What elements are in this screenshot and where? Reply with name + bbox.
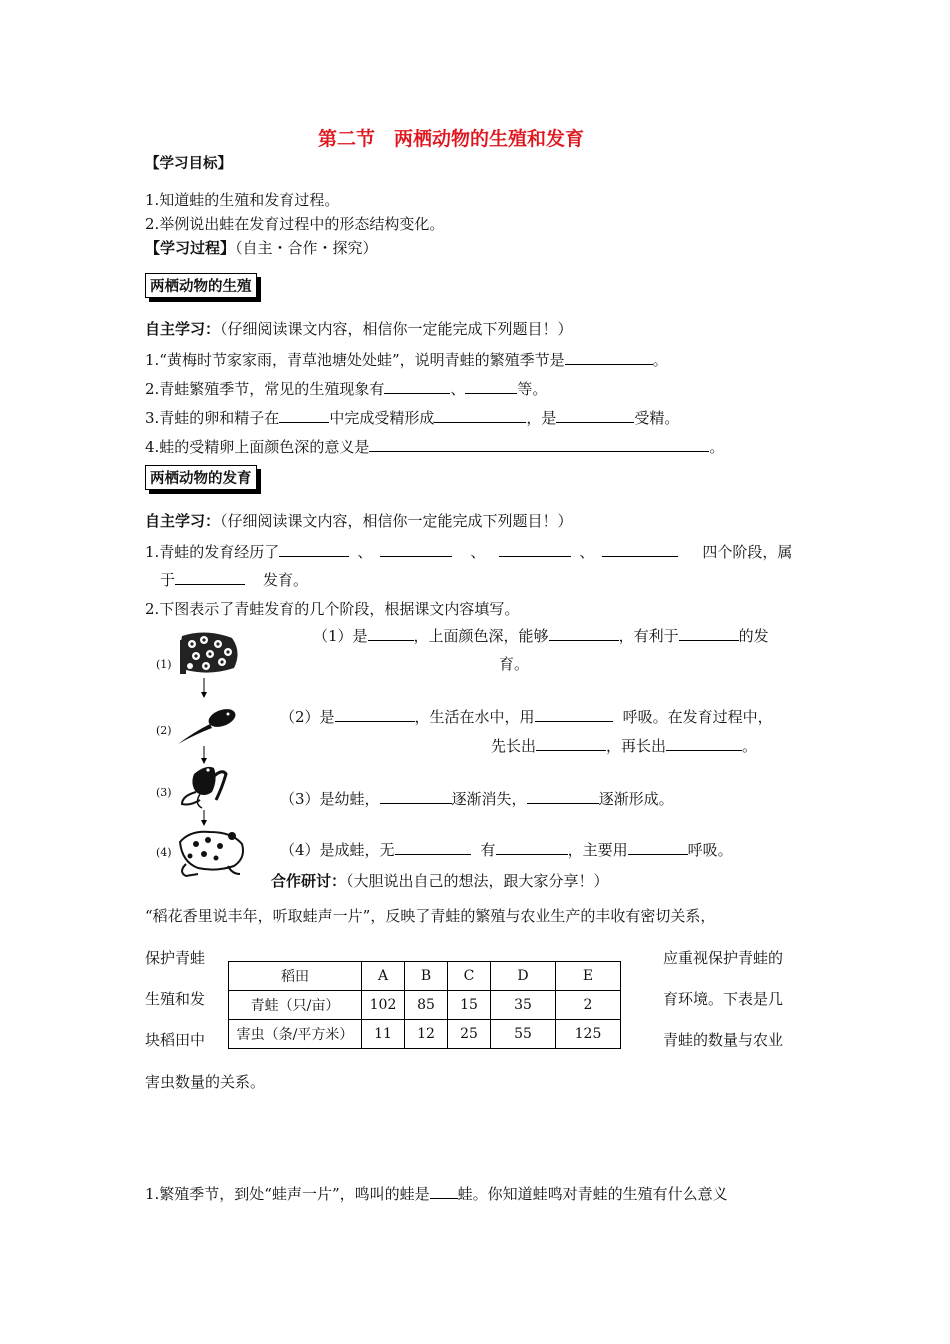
self-study-text: （仔细阅读课文内容，相信你一定能完成下列题目！） <box>220 320 573 338</box>
table-cell: 15 <box>448 991 491 1020</box>
question-text: （2）是 <box>280 708 335 726</box>
answer-blank[interactable] <box>602 541 678 557</box>
stage-label: (4) <box>156 846 172 859</box>
question-text: 呼吸。 <box>687 841 733 859</box>
table-row <box>229 991 621 1020</box>
answer-blank[interactable] <box>556 407 634 423</box>
answer-blank[interactable] <box>434 407 526 423</box>
question-text: 的发 <box>738 627 769 645</box>
froglet-icon <box>182 767 226 808</box>
question-2 <box>145 378 547 399</box>
answer-blank[interactable] <box>666 735 742 751</box>
stage-label: (2) <box>156 724 172 737</box>
self-study-line <box>145 318 573 339</box>
frog-lifecycle-figure <box>176 628 246 878</box>
table-header-row <box>229 962 621 991</box>
answer-blank[interactable] <box>175 569 245 585</box>
self-study-label: 自主学习： <box>145 320 221 338</box>
question-text: （1）是 <box>313 627 368 645</box>
answer-blank[interactable] <box>549 625 619 641</box>
question-text: 中完成受精形成 <box>329 409 435 427</box>
answer-blank[interactable] <box>499 541 571 557</box>
table-cell: 35 <box>491 991 556 1020</box>
question-text: ，是 <box>526 409 557 427</box>
stage-label: (1) <box>156 658 172 671</box>
table-header-cell: C <box>448 962 491 991</box>
arrow-down-icon <box>201 678 207 698</box>
self-study-text: （仔细阅读课文内容，相信你一定能完成下列题目！） <box>220 512 573 530</box>
answer-blank[interactable] <box>430 1183 458 1199</box>
question-text: 2.青蛙繁殖季节，常见的生殖现象有 <box>145 380 385 398</box>
answer-blank[interactable] <box>279 407 329 423</box>
question-text: 四个阶段，属 <box>702 543 793 561</box>
table-cell: 12 <box>405 1020 448 1049</box>
separator: 、 <box>357 543 373 561</box>
dev-question-1-cont <box>160 569 308 590</box>
question-text: 受精。 <box>634 409 680 427</box>
process-heading-line <box>145 237 378 258</box>
table-cell: 125 <box>556 1020 621 1049</box>
table-cell: 25 <box>448 1020 491 1049</box>
answer-blank[interactable] <box>380 788 452 804</box>
objective-item: 1.知道蛙的生殖和发育过程。 <box>145 191 340 209</box>
coop-tail: 害虫数量的关系。 <box>145 1073 266 1091</box>
table-cell: 害虫（条/平方米） <box>229 1020 362 1049</box>
table-cell: 102 <box>362 991 405 1020</box>
answer-blank[interactable] <box>395 839 471 855</box>
objective-item: 2.举例说出蛙在发育过程中的形态结构变化。 <box>145 215 445 233</box>
question-text: （3）是幼蛙， <box>280 790 380 808</box>
stage-3-text <box>280 788 674 809</box>
answer-blank[interactable] <box>496 839 568 855</box>
objectives-heading: 【学习目标】 <box>145 156 232 172</box>
self-study-line <box>145 510 573 531</box>
separator: 、 <box>579 543 595 561</box>
answer-blank[interactable] <box>536 735 606 751</box>
stage-4-text <box>280 839 733 860</box>
question-text: 蛙。你知道蛙鸣对青蛙的生殖有什么意义 <box>457 1185 728 1203</box>
question-1 <box>145 349 668 370</box>
table-header-cell: E <box>556 962 621 991</box>
coop-text: （大胆说出自己的想法，跟大家分享！） <box>346 872 609 890</box>
table-header-cell: D <box>491 962 556 991</box>
question-4 <box>145 436 724 457</box>
question-text: ，生活在水中，用 <box>414 708 535 726</box>
question-text: 3.青蛙的卵和精子在 <box>145 409 280 427</box>
process-heading: 【学习过程】 <box>145 239 236 257</box>
answer-blank[interactable] <box>368 625 414 641</box>
answer-blank[interactable] <box>527 788 599 804</box>
coop-line <box>271 870 609 891</box>
question-text: 。 <box>742 737 758 755</box>
question-text: 有 <box>480 841 496 859</box>
table-cell: 2 <box>556 991 621 1020</box>
question-text: 逐渐消失， <box>451 790 527 808</box>
table-cell: 11 <box>362 1020 405 1049</box>
section-heading-development: 两栖动物的发育 <box>145 465 257 490</box>
coop-right-text: 育环境。下表是几 <box>663 990 784 1008</box>
question-text: 1.青蛙的发育经历了 <box>145 543 280 561</box>
question-text: ，主要用 <box>567 841 628 859</box>
table-cell: 55 <box>491 1020 556 1049</box>
question-3 <box>145 407 679 428</box>
table-cell: 85 <box>405 991 448 1020</box>
arrow-down-icon <box>201 810 207 826</box>
answer-blank[interactable] <box>384 378 450 394</box>
answer-blank[interactable] <box>335 706 415 722</box>
section-heading-reproduction: 两栖动物的生殖 <box>145 273 257 298</box>
answer-blank[interactable] <box>279 541 349 557</box>
table-header-cell: B <box>405 962 448 991</box>
answer-blank[interactable] <box>535 706 613 722</box>
egg-mass-icon <box>180 632 238 674</box>
dev-question-2: 2.下图表示了青蛙发育的几个阶段，根据课文内容填写。 <box>145 600 520 618</box>
question-text: （4）是成蛙，无 <box>280 841 395 859</box>
coop-right-text: 青蛙的数量与农业 <box>663 1031 784 1049</box>
question-text: 。 <box>652 351 668 369</box>
coop-left-text: 保护青蛙 <box>145 949 206 967</box>
coop-left-text: 生殖和发 <box>145 990 206 1008</box>
question-text: 于 <box>160 571 176 589</box>
dev-question-1 <box>145 541 792 562</box>
adult-frog-icon <box>180 832 243 876</box>
question-text: 1.“黄梅时节家家雨，青草池塘处处蛙”，说明青蛙的繁殖季节是 <box>145 351 565 369</box>
coop-question-1 <box>145 1183 728 1204</box>
question-text: 。 <box>709 438 725 456</box>
table-cell: 青蛙（只/亩） <box>229 991 362 1020</box>
self-study-label: 自主学习： <box>145 512 221 530</box>
table-header-cell: 稻田 <box>229 962 362 991</box>
question-text: 1.繁殖季节，到处“蛙声一片”，鸣叫的蛙是 <box>145 1185 430 1203</box>
coop-paragraph: “稻花香里说丰年，听取蛙声一片”，反映了青蛙的繁殖与农业生产的丰收有密切关系， <box>145 907 716 925</box>
separator: 、 <box>470 543 486 561</box>
question-text: 呼吸。在发育过程中， <box>622 708 773 726</box>
stage-1-text-cont: 育。 <box>499 655 530 673</box>
table-header-cell: A <box>362 962 405 991</box>
question-text: 等。 <box>517 380 548 398</box>
stage-2-text <box>280 706 773 727</box>
tadpole-icon <box>178 706 238 744</box>
answer-blank[interactable] <box>565 349 653 365</box>
coop-right-text: 应重视保护青蛙的 <box>663 949 784 967</box>
stage-label: (3) <box>156 786 172 799</box>
answer-blank[interactable] <box>465 378 517 394</box>
table-row <box>229 1020 621 1049</box>
answer-blank[interactable] <box>380 541 452 557</box>
stage-1-text <box>313 625 769 646</box>
question-text: ，上面颜色深，能够 <box>413 627 549 645</box>
arrow-down-icon <box>201 746 207 764</box>
stage-2-text-cont <box>491 735 757 756</box>
question-text: 、 <box>450 380 466 398</box>
answer-blank[interactable] <box>679 625 739 641</box>
question-text: 发育。 <box>263 571 309 589</box>
frog-pest-table <box>228 961 621 1049</box>
page-title: 第二节 两栖动物的生殖和发育 <box>318 128 585 150</box>
question-text: 先长出 <box>491 737 537 755</box>
question-text: 4.蛙的受精卵上面颜色深的意义是 <box>145 438 370 456</box>
question-text: ，再长出 <box>606 737 667 755</box>
answer-blank[interactable] <box>369 436 709 452</box>
question-text: 逐渐形成。 <box>598 790 674 808</box>
coop-left-text: 块稻田中 <box>145 1031 206 1049</box>
question-text: ，有利于 <box>618 627 679 645</box>
coop-label: 合作研讨： <box>271 872 347 890</box>
process-subtitle: （自主・合作・探究） <box>235 239 378 257</box>
answer-blank[interactable] <box>628 839 688 855</box>
